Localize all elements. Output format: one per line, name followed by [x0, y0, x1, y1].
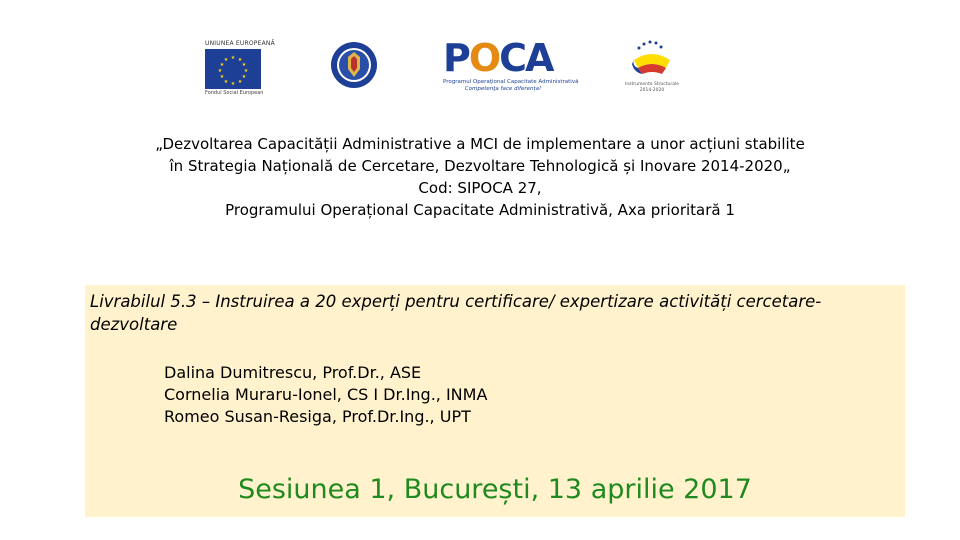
poca-wordmark [443, 38, 568, 78]
project-title-line-2: în Strategia Națională de Cercetare, Dezvoltare Tehnologică și Inovare 2014-2020„ [169, 157, 791, 175]
project-title [60, 133, 900, 221]
svg-text:★: ★ [217, 68, 223, 74]
svg-text:★: ★ [230, 81, 236, 87]
logo-bar [0, 30, 960, 110]
instrumente-structurale-icon [622, 38, 682, 78]
eu-stars-icon [205, 49, 261, 89]
poca-subtitle: Programul Operaţional Capacitate Administrativă [443, 79, 579, 85]
author-item: Romeo Susan-Resiga, Prof.Dr.Ing., UPT [164, 407, 471, 426]
poca-logo [443, 36, 579, 96]
deliverable-title: Livrabilul 5.3 – Instruirea a 20 experți pentru certificare/ expertizare activități cercetare-dezvoltare [90, 292, 822, 334]
deliverable-panel [85, 285, 905, 517]
eu-flag-icon [205, 49, 261, 89]
project-title-line-1: „Dezvoltarea Capacității Administrative a MCI de implementare a unor acțiuni stabilite [155, 135, 805, 153]
poca-letters-ca: CA [499, 36, 553, 80]
svg-text:★: ★ [243, 68, 249, 74]
author-item: Dalina Dumitrescu, Prof.Dr., ASE [164, 363, 422, 382]
svg-text:★: ★ [219, 74, 225, 80]
romanian-government-crest-icon [330, 41, 378, 89]
program-axis: Programului Operațional Capacitate Administrativă, Axa prioritară 1 [225, 201, 735, 219]
poca-tagline: Competenţa face diferența! [464, 86, 542, 92]
poca-letter-p: P [443, 36, 469, 80]
svg-text:★: ★ [237, 57, 243, 63]
svg-text:★: ★ [223, 57, 229, 63]
eu-caption: UNIUNEA EUROPEANĂ [205, 40, 275, 47]
poca-letter-o: O [468, 36, 500, 80]
svg-text:★: ★ [223, 79, 229, 85]
svg-text:★: ★ [230, 55, 236, 61]
svg-text:★: ★ [237, 79, 243, 85]
svg-text:★: ★ [219, 62, 225, 68]
author-item: Cornelia Muraru-Ionel, CS I Dr.Ing., INMA [164, 385, 488, 404]
project-code: Cod: SIPOCA 27, [418, 179, 542, 197]
authors-list [164, 362, 487, 428]
instrumente-structurale-logo [622, 38, 682, 100]
svg-text:★: ★ [241, 74, 247, 80]
eu-logo [205, 40, 275, 102]
instrumente-years: 2014-2020 [639, 88, 665, 93]
svg-text:★: ★ [241, 62, 247, 68]
eu-fund-caption: Fondul Social European [205, 90, 264, 96]
instrumente-caption: Instrumente Structurale [625, 82, 679, 87]
session-heading: Sesiunea 1, București, 13 aprilie 2017 [238, 474, 752, 505]
